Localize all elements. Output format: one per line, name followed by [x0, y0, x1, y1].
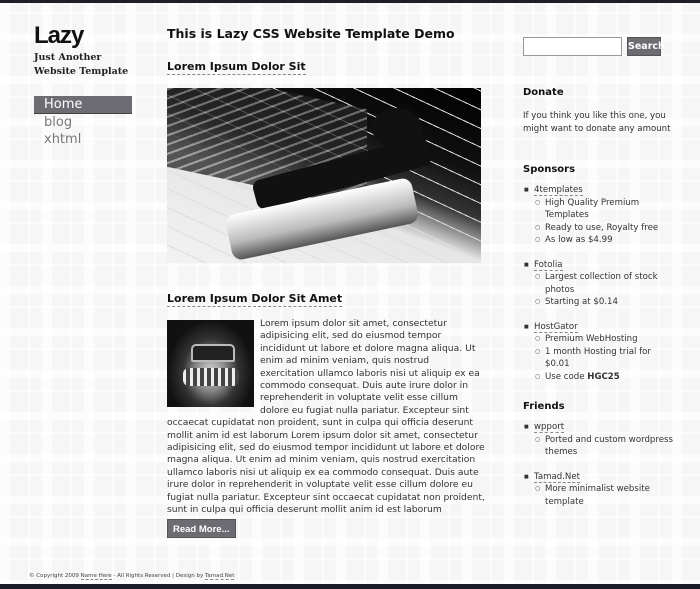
sponsor-link-fotolia[interactable]: Fotolia: [534, 259, 563, 270]
footer-copyright: © Copyright 2009: [29, 573, 81, 579]
site-tagline: Just Another Website Template: [34, 52, 129, 77]
coupon-prefix: Use code: [545, 371, 588, 382]
friend-item: [523, 471, 678, 509]
footer-middle: - All Rights Reserved | Design by: [111, 573, 205, 579]
post-body: [167, 318, 485, 517]
post-body-text: Lorem ipsum dolor sit amet, consectetur adipisicing elit, sed do eiusmod tempor incididunt ut labore et dolore magna aliqua. Ut enim ad minim veniam, quis nostrud exercitation ullamco laboris nisi ut aliquip ex ea commodo consequat. Duis aute irure dolor in reprehenderit in voluptate velit esse cillum dolore eu fugiat nulla pariatur. Excepteur sint occaecat cupidatat non proident, sunt in culpa qui officia deserunt mollit anim id est laborum Lorem ipsum dolor sit amet, consectetur adipisicing elit, sed do eiusmod tempor incididunt ut labore et dolore magna aliqua. Ut enim ad minim veniam, quis nostrud exercitation ullamco laboris nisi ut aliquip ex ea commodo consequat. Duis aute irure dolor in reprehenderit in voluptate velit esse cillum dolore eu fugiat nulla pariatur. Excepteur sint occaecat cupidatat non proident, sunt in culpa qui officia deserunt mollit anim id est laborum: [167, 318, 485, 516]
friends-list: [523, 421, 678, 520]
sponsors-heading: Sponsors: [523, 164, 576, 175]
sponsor-detail: ○ High Quality Premium Templates: [534, 197, 678, 222]
main-nav: [34, 96, 132, 148]
sponsor-detail: ○ 1 month Hosting trial for $0.01: [534, 346, 678, 371]
friend-item: [523, 421, 678, 459]
sponsor-detail: [534, 371, 678, 384]
sponsor-link-hostgator[interactable]: HostGator: [534, 321, 578, 332]
sponsor-item: [523, 184, 678, 247]
sponsor-detail: ○ Starting at $0.14: [534, 296, 678, 309]
footer-name-link[interactable]: Name Here: [80, 573, 112, 579]
sponsor-item: [523, 321, 678, 384]
nav-item-xhtml[interactable]: xhtml: [44, 132, 82, 147]
bottom-bar: [0, 584, 700, 589]
site-logo[interactable]: Lazy: [34, 22, 84, 49]
friend-detail: ○ Ported and custom wordpress themes: [534, 434, 678, 459]
nav-item-blog[interactable]: blog: [44, 115, 73, 130]
sponsor-item: [523, 259, 678, 309]
donate-heading: Donate: [523, 87, 564, 98]
sponsor-detail: ○ Ready to use, Royalty free: [534, 222, 678, 235]
footer-design-link[interactable]: Tamad.Net: [204, 573, 235, 579]
friend-link-tamad[interactable]: Tamad.Net: [534, 471, 581, 482]
friends-heading: Friends: [523, 401, 565, 412]
footer: [29, 573, 234, 579]
post-title-link[interactable]: Lorem Ipsum Dolor Sit Amet: [167, 292, 343, 305]
sponsor-detail: ○ Largest collection of stock photos: [534, 271, 678, 296]
donate-text: If you think you like this one, you might want to donate any amount: [523, 111, 671, 134]
coupon-code: HGC25: [587, 371, 620, 382]
guitar-image: [167, 88, 481, 263]
search-button[interactable]: Search: [627, 37, 661, 56]
read-more-button[interactable]: Read More...: [167, 519, 236, 538]
page-title: This is Lazy CSS Website Template Demo: [167, 26, 455, 41]
sponsor-detail: ○ As low as $4.99: [534, 234, 678, 247]
friend-detail: ○ More minimalist website template: [534, 483, 678, 508]
post-title-link[interactable]: Lorem Ipsum Dolor Sit: [167, 60, 306, 73]
sponsors-list: [523, 184, 678, 395]
top-bar: [0, 0, 700, 3]
nav-item-home[interactable]: Home: [34, 96, 132, 114]
search-input[interactable]: [523, 37, 622, 56]
sponsor-detail: ○ Premium WebHosting: [534, 333, 678, 346]
friend-link-wpport[interactable]: wpport: [534, 422, 565, 432]
sponsor-link-4templates[interactable]: 4templates: [534, 185, 583, 195]
